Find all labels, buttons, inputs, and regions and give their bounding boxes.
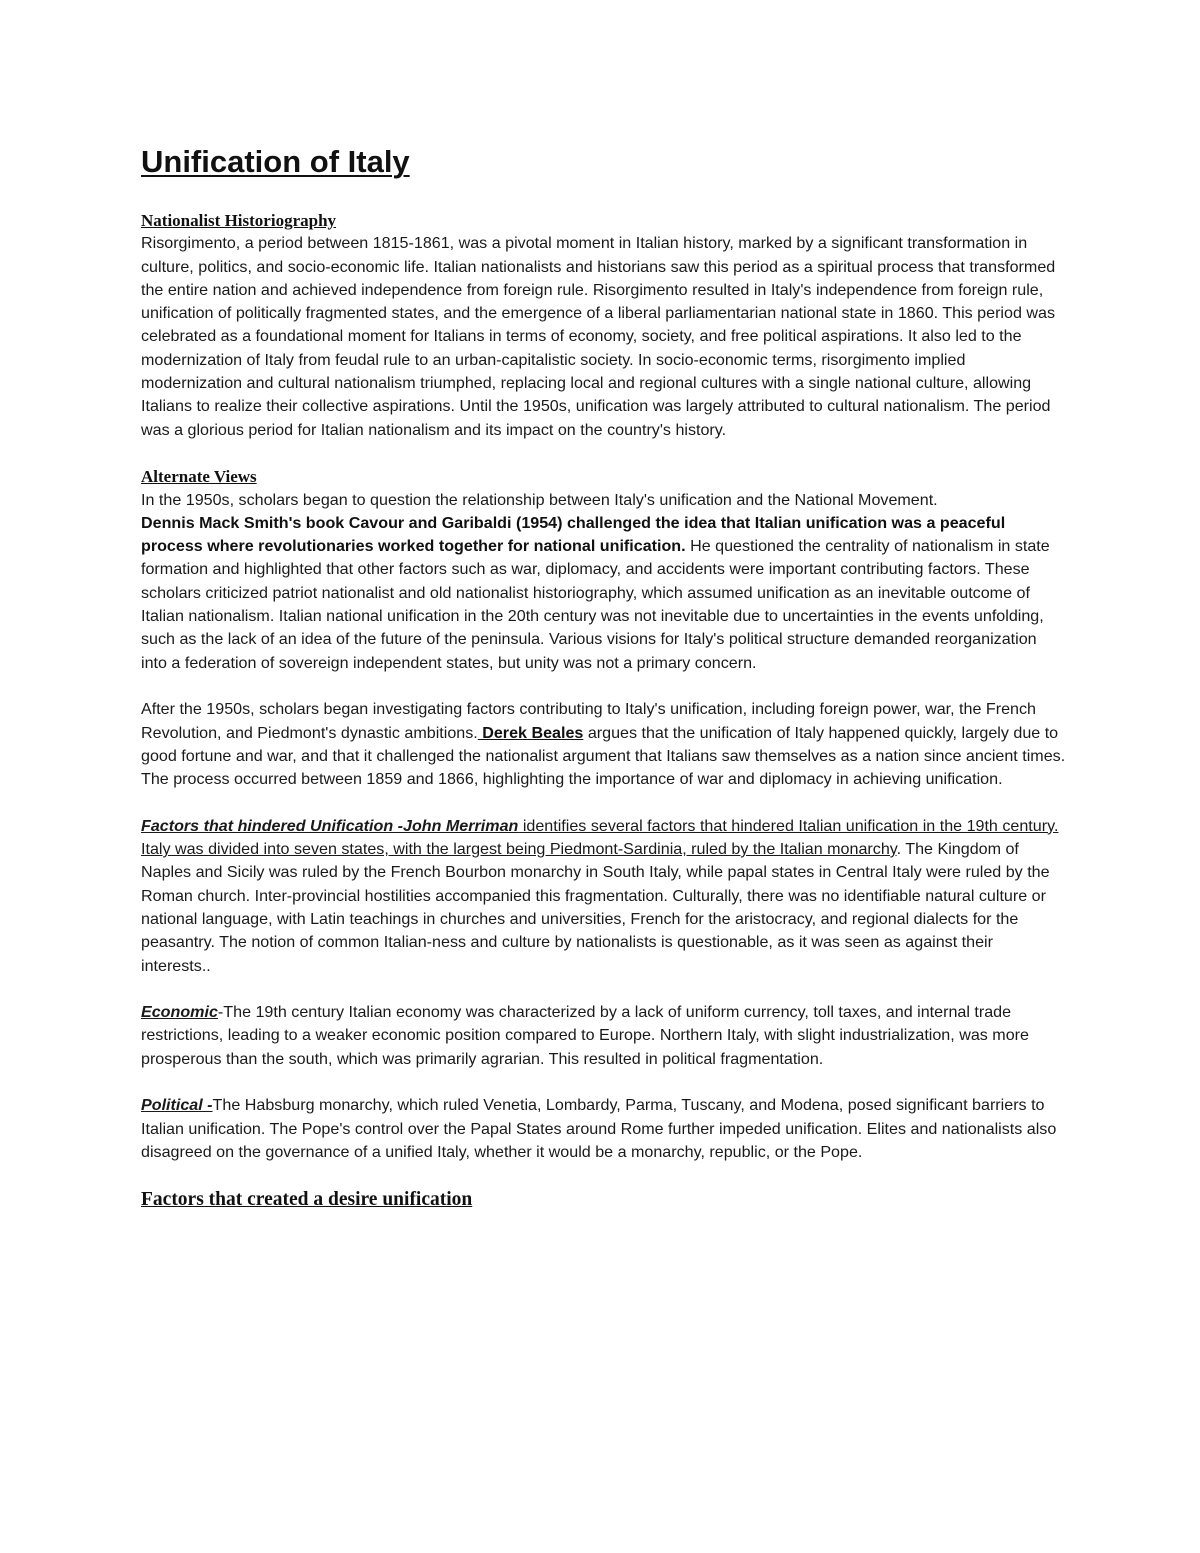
nationalist-historiography-paragraph: Risorgimento, a period between 1815-1861, was a pivotal moment in Italian history, marked by a significant transformation in culture, politics, and socio-economic life. Italian nationalists and historians saw this period as a spiritual process that transformed the entire nation and achieved independence from foreign rule. Risorgimento resulted in Italy's independence from foreign rule, unification of politically fragmented states, and the emergence of a liberal parliamentarian national state in 1860. This period was celebrated as a foundational moment for Italians in terms of economy, society, and free political aspirations. It also led to the modernization of Italy from feudal rule to an urban-capitalistic society. In socio-economic terms, risorgimento implied modernization and cultural nationalism triumphed, replacing local and regional cultures with a single national culture, allowing Italians to realize their collective aspirations. Until the 1950s, unification was largely attributed to cultural nationalism. The period was a glorious period for Italian nationalism and its impact on the country's history.	[141, 234, 1056, 439]
section-nationalist-historiography	[141, 209, 1066, 442]
hindering-factors-label: Factors that hindered Unification -John Merriman	[141, 816, 519, 835]
section-political	[141, 1094, 1066, 1164]
alternate-views-continuation: He questioned the centrality of nationalism in state formation and highlighted that other factors such as war, diplomacy, and accidents were important contributing factors. These scholars criticized patriot nationalist and old nationalist historiography, which assumed unification as an inevitable outcome of Italian nationalism. Italian national unification in the 20th century was not inevitable due to uncertainties in the events unfolding, such as the lack of an idea of the future of the peninsula. Various visions for Italy's political structure demanded reorganization into a federation of sovereign independent states, but unity was not a primary concern.	[141, 537, 1050, 672]
hindering-factors-paragraph	[141, 815, 1066, 978]
section-heading-desire-factors: Factors that created a desire unification	[141, 1189, 473, 1211]
hindering-factors-rest: . The Kingdom of Naples and Sicily was ruled by the French Bourbon monarchy in South Italy, while papal states in Central Italy were ruled by the Roman church. Inter-provincial hostilities accompanied this fragmentation. Culturally, there was no identifiable natural culture or national language, with Latin teachings in churches and universities, French for the aristocracy, and regional dialects for the peasantry. The notion of common Italian-ness and culture by nationalists is questionable, as it was seen as against their interests..	[141, 840, 1050, 975]
alternate-views-paragraph-1	[141, 489, 1066, 675]
document-title: Unification of Italy	[141, 144, 410, 179]
section-heading-nationalist-historiography: Nationalist Historiography	[141, 211, 337, 230]
derek-beales-name: Derek Beales	[477, 723, 584, 742]
alternate-views-paragraph-2	[141, 698, 1066, 791]
alternate-views-intro: In the 1950s, scholars began to question the relationship between Italy's unification and the National Movement.	[141, 490, 938, 509]
mack-smith-claim: Dennis Mack Smith's book Cavour and Garibaldi (1954) challenged the idea that Italian unification was a peaceful process where revolutionaries worked together for national unification.	[141, 513, 1006, 556]
post-1950s-text: After the 1950s, scholars began investigating factors contributing to Italy's unification, including foreign power, war, the French Revolution, and Piedmont's dynastic ambitions.	[141, 700, 1036, 742]
economic-label: Economic	[141, 1003, 218, 1022]
political-body: The Habsburg monarchy, which ruled Venetia, Lombardy, Parma, Tuscany, and Modena, posed significant barriers to Italian unification. The Pope's control over the Papal States around Rome further impeded unification. Elites and nationalists also disagreed on the governance of a unified Italy, whether it would be a monarchy, republic, or the Pope.	[141, 1096, 1057, 1161]
section-alternate-views	[141, 465, 1066, 791]
section-economic	[141, 1001, 1066, 1071]
economic-body: -The 19th century Italian economy was characterized by a lack of uniform currency, toll taxes, and internal trade restrictions, leading to a weaker economic position compared to Europe. Northern Italy, with slight industrialization, was more prosperous than the south, which was primarily agrarian. This resulted in political fragmentation.	[141, 1003, 1029, 1068]
section-desire-factors	[141, 1187, 1066, 1213]
political-label: Political -	[141, 1096, 213, 1115]
beales-argument: argues that the unification of Italy happened quickly, largely due to good fortune and war, and that it challenged the nationalist argument that Italians saw themselves as a nation since ancient times. The process occurred between 1859 and 1866, highlighting the importance of war and diplomacy in achieving unification.	[141, 723, 1066, 789]
merriman-claim: identifies several factors that hindered Italian unification in the 19th century. Italy was divided into seven states, with the largest being Piedmont-Sardinia, ruled by the Italian monarchy	[141, 816, 1059, 859]
section-heading-alternate-views: Alternate Views	[141, 467, 257, 487]
political-paragraph	[141, 1094, 1066, 1164]
economic-paragraph	[141, 1001, 1066, 1071]
document-content	[141, 140, 1066, 1213]
section-hindering-factors	[141, 815, 1066, 978]
